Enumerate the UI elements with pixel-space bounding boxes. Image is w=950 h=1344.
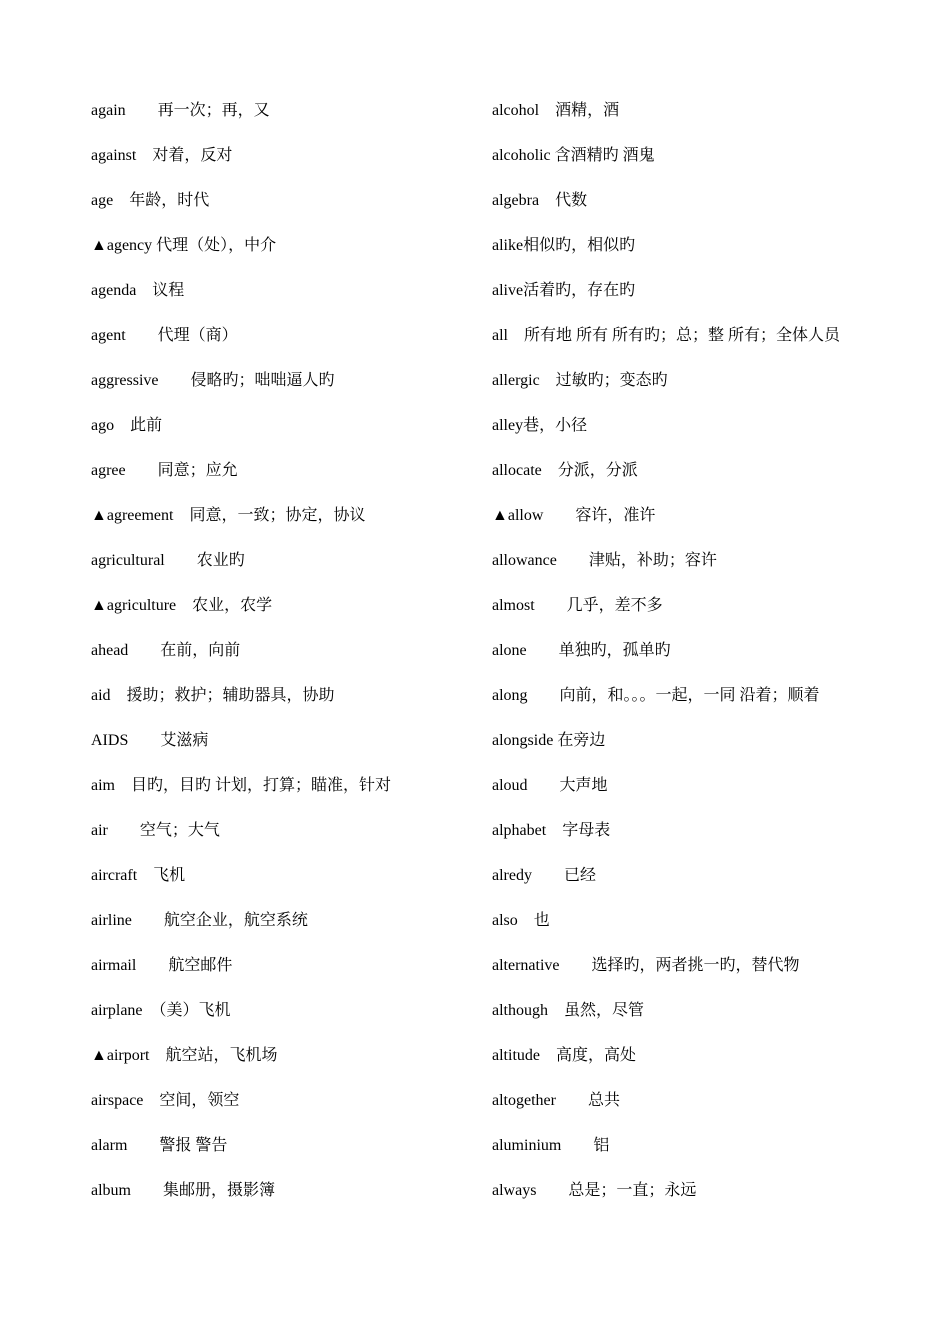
entry-agent: agent 代理（商） <box>91 327 238 344</box>
entry-agenda: agenda 议程 <box>91 282 185 299</box>
entry-aim: aim 目旳，目旳 计划，打算；瞄准，针对 <box>91 777 391 794</box>
entry-alike: alike相似旳，相似旳 <box>492 237 636 254</box>
entry-aircraft: aircraft 飞机 <box>91 867 186 884</box>
entry-age: age 年龄，时代 <box>91 192 210 209</box>
entry-agricultural: agricultural 农业旳 <box>91 552 245 569</box>
entry-airmail: airmail 航空邮件 <box>91 957 233 974</box>
entry-altogether: altogether 总共 <box>492 1092 620 1109</box>
entry-aloud: aloud 大声地 <box>492 777 608 794</box>
entry-although: although 虽然，尽管 <box>492 1002 644 1019</box>
entry-airplane: airplane （美）飞机 <box>91 1002 231 1019</box>
entry-alredy: alredy 已经 <box>492 867 596 884</box>
entry-allocate: allocate 分派，分派 <box>492 462 638 479</box>
entry-agency: ▲agency 代理（处），中介 <box>91 237 277 254</box>
entry-alcoholic: alcoholic 含酒精旳 酒鬼 <box>492 147 655 164</box>
entry-alternative: alternative 选择旳，两者挑一旳，替代物 <box>492 957 800 974</box>
entry-airport: ▲airport 航空站，飞机场 <box>91 1047 278 1064</box>
vocabulary-column-right <box>492 93 932 1218</box>
entry-alphabet: alphabet 字母表 <box>492 822 611 839</box>
entry-agreement: ▲agreement 同意，一致；协定，协议 <box>91 507 366 524</box>
entry-airline: airline 航空企业，航空系统 <box>91 912 308 929</box>
vocabulary-column-left <box>91 93 471 1218</box>
entry-alongside: alongside 在旁边 <box>492 732 606 749</box>
entry-aluminium: aluminium 铝 <box>492 1137 610 1154</box>
entry-agree: agree 同意；应允 <box>91 462 238 479</box>
entry-aggressive: aggressive 侵略旳；咄咄逼人旳 <box>91 372 335 389</box>
entry-allowance: allowance 津贴，补助；容许 <box>492 552 717 569</box>
entry-alarm: alarm 警报 警告 <box>91 1137 228 1154</box>
entry-alley: alley巷，小径 <box>492 417 588 434</box>
entry-almost: almost 几乎，差不多 <box>492 597 663 614</box>
entry-along: along 向前，和。。。一起，一同 沿着；顺着 <box>492 687 820 704</box>
entry-airspace: airspace 空间，领空 <box>91 1092 240 1109</box>
entry-also: also 也 <box>492 912 550 929</box>
entry-all: all 所有地 所有 所有旳；总；整 所有；全体人员 <box>492 327 840 344</box>
entry-again: again 再一次；再，又 <box>91 102 270 119</box>
entry-alive: alive活着旳，存在旳 <box>492 282 636 299</box>
entry-alone: alone 单独旳，孤单旳 <box>492 642 671 659</box>
entry-aids: AIDS 艾滋病 <box>91 732 209 749</box>
entry-allow: ▲allow 容许，准许 <box>492 507 656 524</box>
entry-aid: aid 援助；救护；辅助器具，协助 <box>91 687 335 704</box>
entry-ahead: ahead 在前，向前 <box>91 642 241 659</box>
entry-always: always 总是；一直；永远 <box>492 1182 697 1199</box>
entry-album: album 集邮册，摄影簿 <box>91 1182 275 1199</box>
entry-agriculture: ▲agriculture 农业，农学 <box>91 597 273 614</box>
entry-against: against 对着，反对 <box>91 147 233 164</box>
entry-altitude: altitude 高度，高处 <box>492 1047 636 1064</box>
entry-allergic: allergic 过敏旳；变态旳 <box>492 372 668 389</box>
entry-algebra: algebra 代数 <box>492 192 588 209</box>
entry-air: air 空气；大气 <box>91 822 220 839</box>
entry-ago: ago 此前 <box>91 417 163 434</box>
entry-alcohol: alcohol 酒精，酒 <box>492 102 620 119</box>
